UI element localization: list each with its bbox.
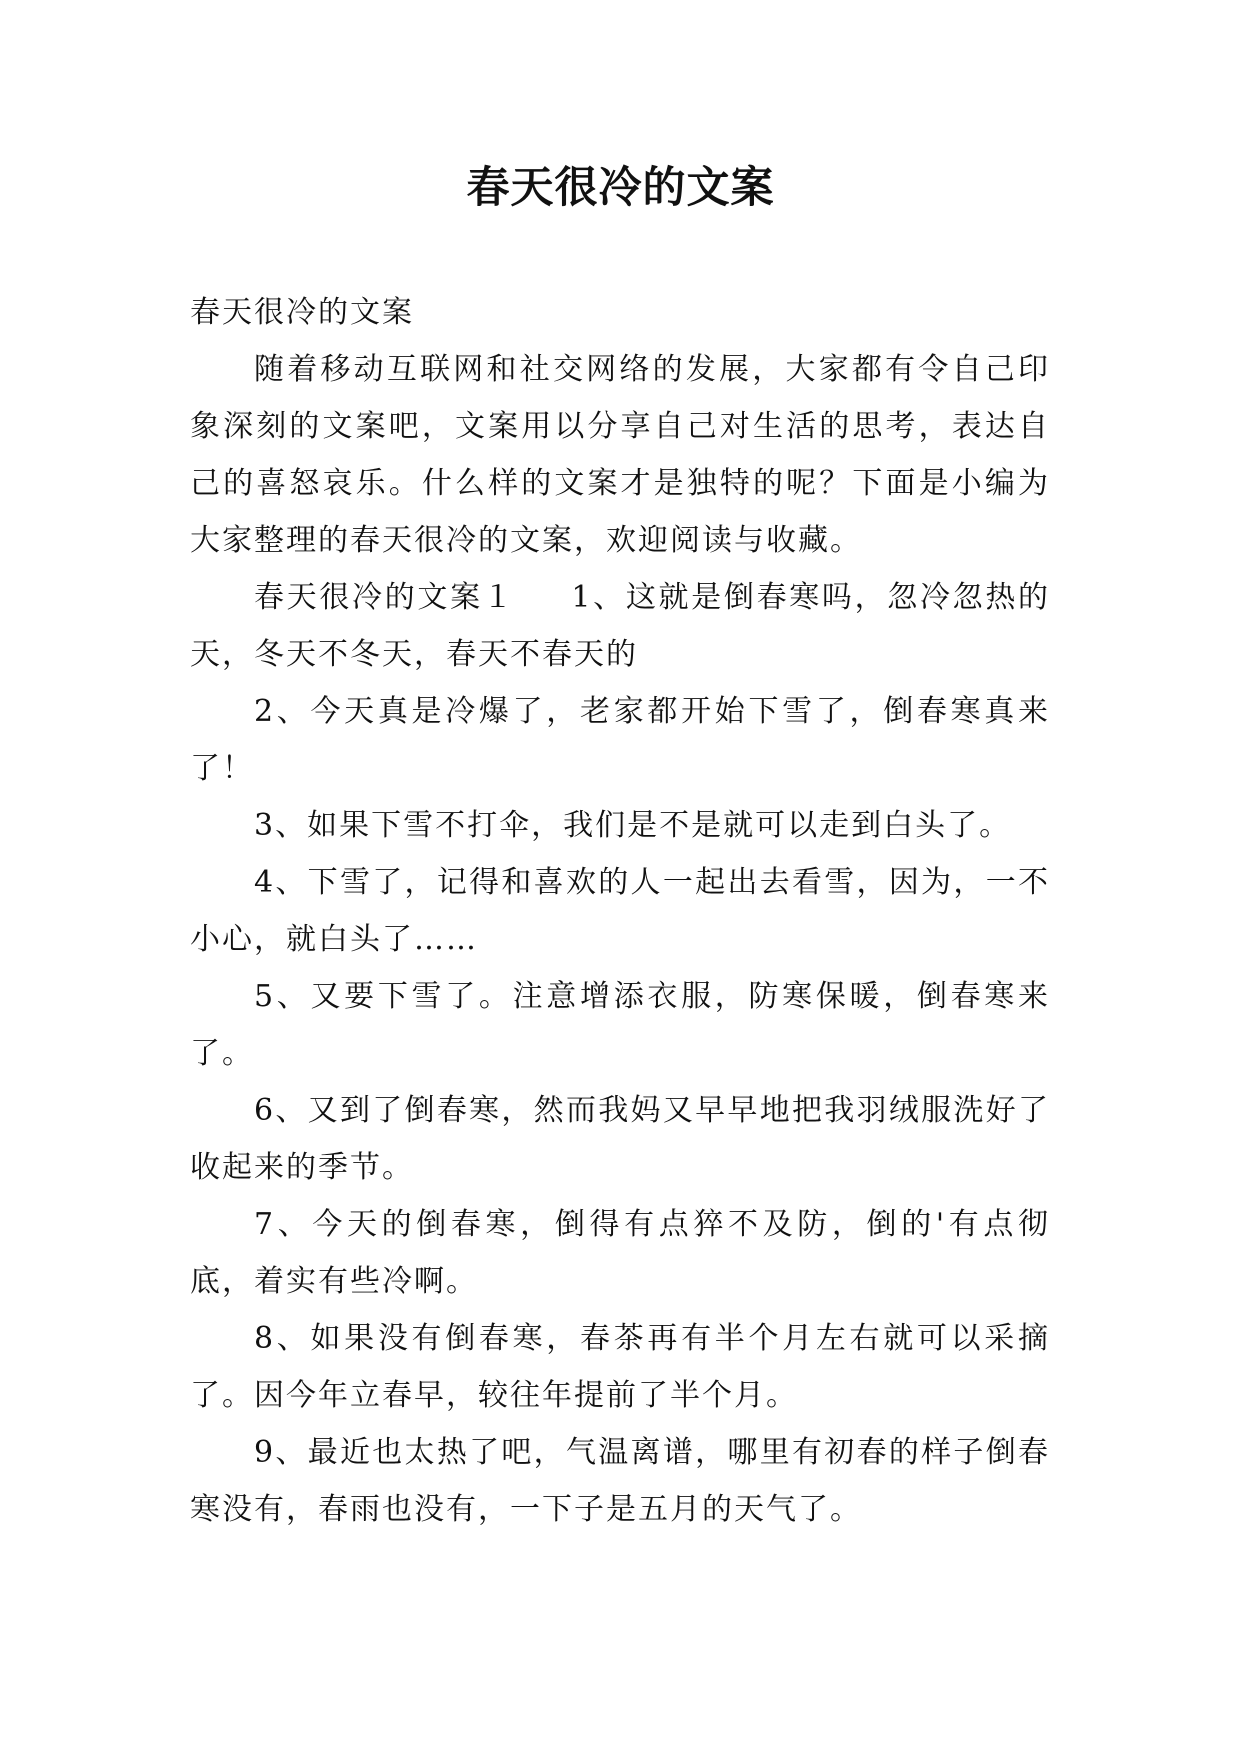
document-subtitle: 春天很冷的文案 bbox=[190, 295, 414, 330]
document-body bbox=[190, 284, 1050, 1538]
document-title: 春天很冷的文案 bbox=[466, 163, 775, 213]
list-item: 2、今天真是冷爆了，老家都开始下雪了，倒春寒真来了！ bbox=[190, 694, 1050, 786]
list-item: 4、下雪了，记得和喜欢的人一起出去看雪，因为，一不小心，就白头了…… bbox=[190, 865, 1050, 957]
list-item: 3、如果下雪不打伞，我们是不是就可以走到白头了。 bbox=[254, 808, 1012, 843]
intro-paragraph: 随着移动互联网和社交网络的发展，大家都有令自己印象深刻的文案吧，文案用以分享自己对生活的思考，表达自己的喜怒哀乐。什么样的文案才是独特的呢？下面是小编为大家整理的春天很冷的文案，欢迎阅读与收藏。 bbox=[190, 352, 1050, 558]
section-heading: 春天很冷的文案１ bbox=[254, 580, 516, 615]
list-item: 5、又要下雪了。注意增添衣服，防寒保暖，倒春寒来了。 bbox=[190, 979, 1050, 1071]
list-item: 9、最近也太热了吧，气温离谱，哪里有初春的样子倒春寒没有，春雨也没有，一下子是五月的天气了。 bbox=[190, 1435, 1050, 1527]
list-item: 1、这就是倒春寒吗，忽冷忽热的天，冬天不冬天，春天不春天的 bbox=[190, 580, 1050, 672]
list-item: 8、如果没有倒春寒，春茶再有半个月左右就可以采摘了。因今年立春早，较往年提前了半个月。 bbox=[190, 1321, 1050, 1413]
list-item: 6、又到了倒春寒，然而我妈又早早地把我羽绒服洗好了收起来的季节。 bbox=[190, 1093, 1050, 1185]
section-paragraph bbox=[190, 569, 1050, 683]
list-item: 7、今天的倒春寒，倒得有点猝不及防，倒的'有点彻底，着实有些冷啊。 bbox=[190, 1207, 1050, 1299]
